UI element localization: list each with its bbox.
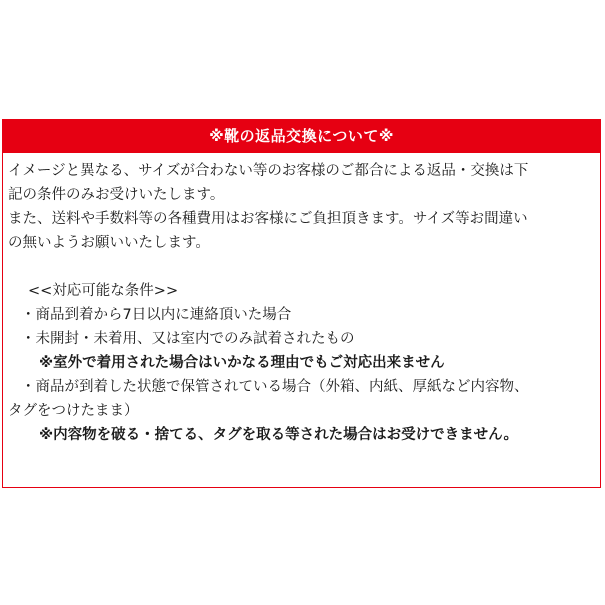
intro-line: の無いようお願いいたします。 — [8, 235, 210, 251]
notice-body — [3, 153, 600, 447]
intro-paragraph — [8, 159, 595, 255]
conditions-title: <<対応可能な条件>> — [28, 283, 179, 299]
condition-item: ・商品が到着した状態で保管されている場合（外箱、内紙、厚紙など内容物、 — [21, 379, 529, 395]
spacer — [8, 255, 595, 279]
return-exchange-notice — [2, 119, 601, 488]
warning-outdoor-use: ※室外で着用された場合はいかなる理由でもご対応出来ません — [39, 355, 445, 371]
condition-item-continued: タグをつけたまま） — [8, 403, 139, 419]
intro-line: また、送料や手数料等の各種費用はお客様にご負担頂きます。サイズ等お間違い — [8, 211, 528, 227]
intro-line: 記の条件のみお受けいたします。 — [8, 187, 225, 203]
condition-item: ・商品到着から7日以内に連絡頂いた場合 — [21, 307, 292, 323]
notice-title: ※靴の返品交換について※ — [3, 120, 600, 153]
condition-item: ・未開封・未着用、又は室内でのみ試着されたもの — [21, 331, 355, 347]
intro-line: イメージと異なる、サイズが合わない等のお客様のご都合による返品・交換は下 — [8, 163, 529, 179]
conditions-section — [8, 279, 595, 447]
warning-contents: ※内容物を破る・捨てる、タグを取る等された場合はお受けできません。 — [39, 427, 518, 443]
